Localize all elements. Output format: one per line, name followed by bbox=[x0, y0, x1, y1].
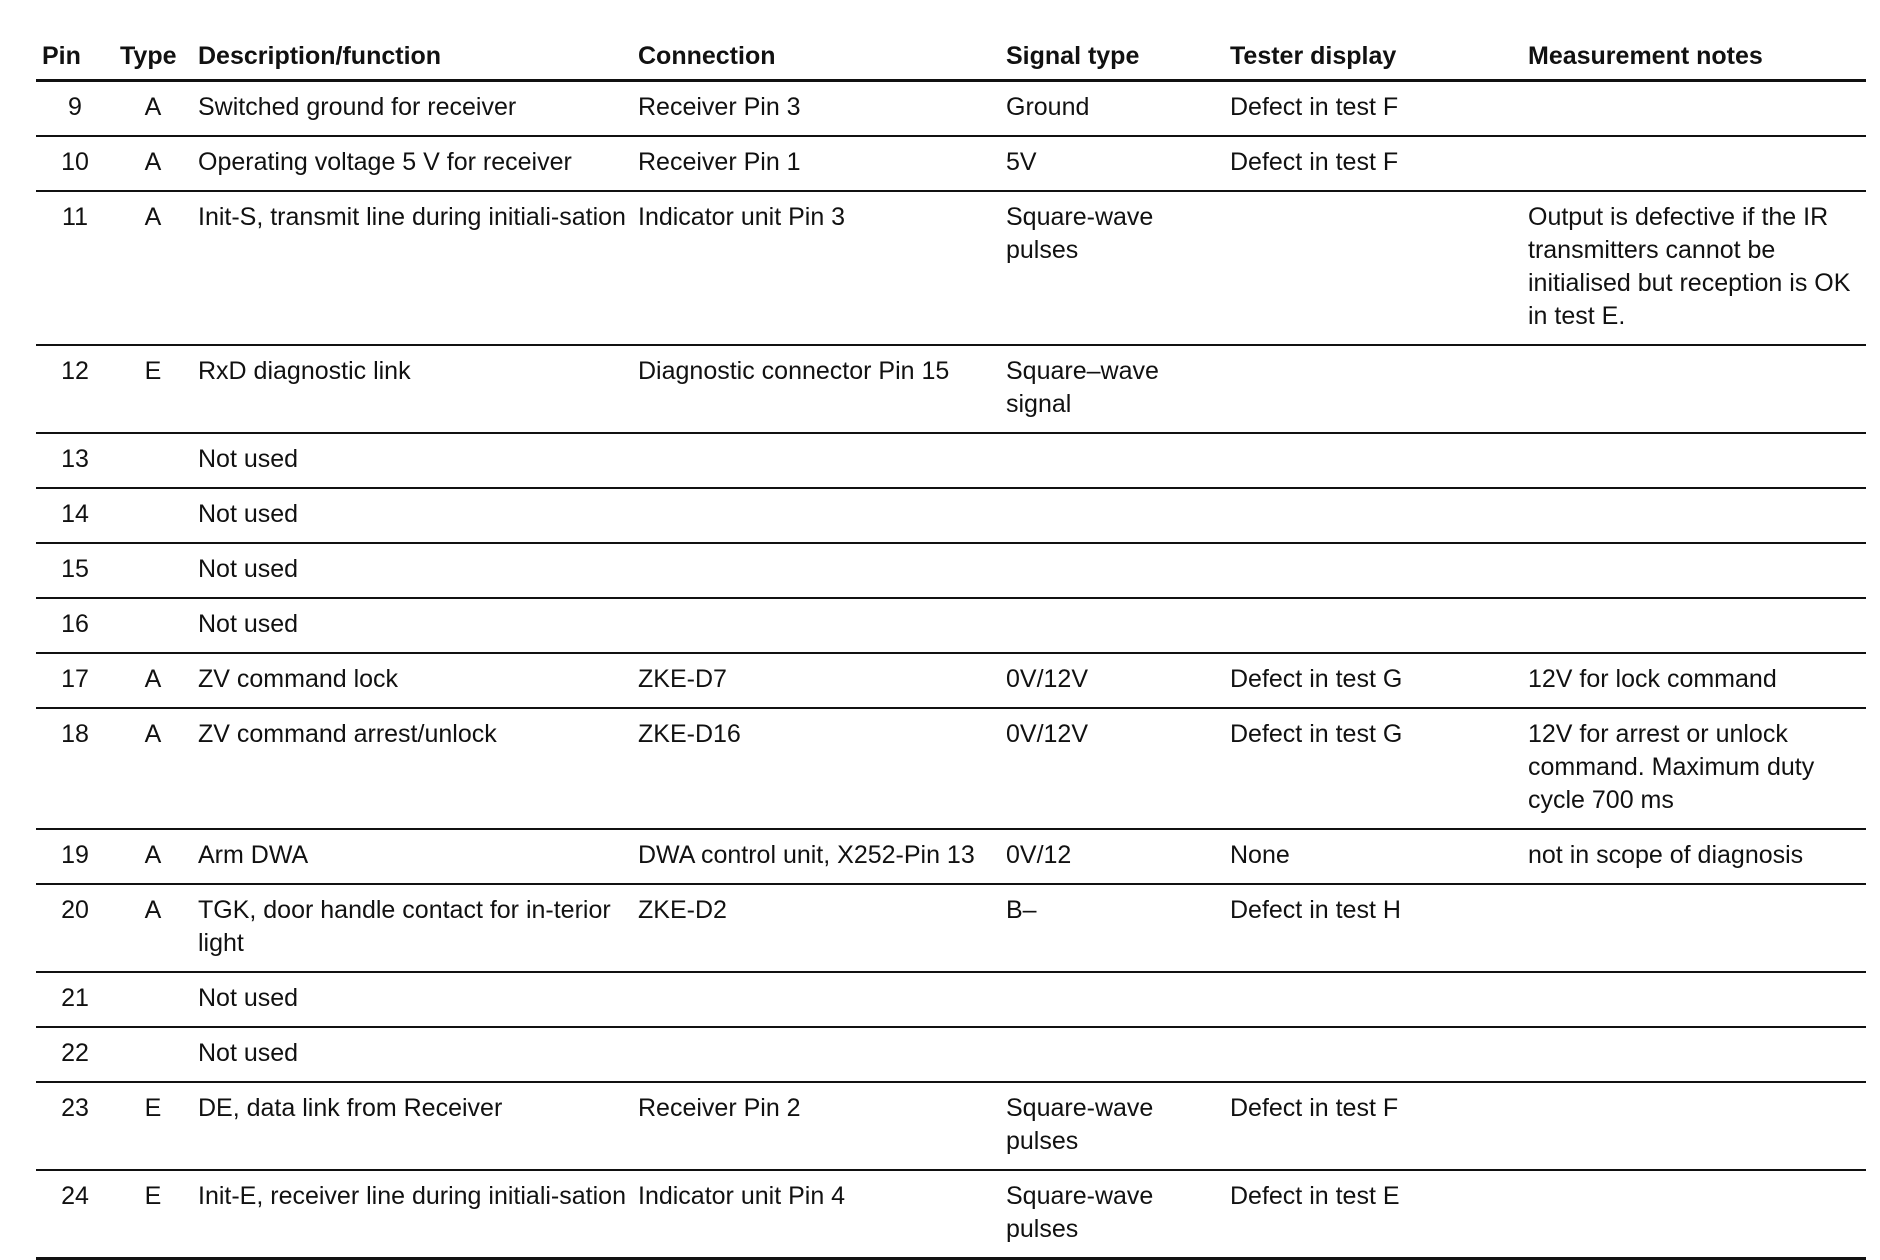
connection-cell bbox=[632, 1027, 1000, 1082]
pin-cell: 23 bbox=[36, 1082, 114, 1170]
description-cell: Not used bbox=[192, 433, 632, 488]
pin-cell: 20 bbox=[36, 884, 114, 972]
connection-cell: ZKE-D16 bbox=[632, 708, 1000, 829]
description-cell: Init-E, receiver line during initiali-sation bbox=[192, 1170, 632, 1259]
header-type: Type bbox=[114, 36, 192, 81]
table-row bbox=[36, 1170, 1866, 1259]
table-header bbox=[36, 36, 1866, 81]
connection-cell: Indicator unit Pin 4 bbox=[632, 1170, 1000, 1259]
pin-cell: 11 bbox=[36, 191, 114, 345]
description-cell: Not used bbox=[192, 598, 632, 653]
table-row bbox=[36, 433, 1866, 488]
signal-type-cell bbox=[1000, 972, 1224, 1027]
tester-display-cell bbox=[1224, 345, 1522, 433]
table-body bbox=[36, 81, 1866, 1259]
pin-cell: 19 bbox=[36, 829, 114, 884]
signal-type-cell: Square-wave pulses bbox=[1000, 191, 1224, 345]
tester-display-cell: Defect in test H bbox=[1224, 884, 1522, 972]
pin-cell: 10 bbox=[36, 136, 114, 191]
pin-cell: 13 bbox=[36, 433, 114, 488]
connection-cell: Diagnostic connector Pin 15 bbox=[632, 345, 1000, 433]
measurement-notes-cell bbox=[1522, 345, 1866, 433]
tester-display-cell bbox=[1224, 598, 1522, 653]
tester-display-cell bbox=[1224, 543, 1522, 598]
measurement-notes-cell: not in scope of diagnosis bbox=[1522, 829, 1866, 884]
tester-display-cell bbox=[1224, 191, 1522, 345]
measurement-notes-cell bbox=[1522, 598, 1866, 653]
tester-display-cell: Defect in test E bbox=[1224, 1170, 1522, 1259]
type-cell: A bbox=[114, 708, 192, 829]
table-row bbox=[36, 136, 1866, 191]
measurement-notes-cell: 12V for lock command bbox=[1522, 653, 1866, 708]
type-cell bbox=[114, 488, 192, 543]
signal-type-cell: Ground bbox=[1000, 81, 1224, 137]
table-row bbox=[36, 829, 1866, 884]
tester-display-cell bbox=[1224, 488, 1522, 543]
table-row bbox=[36, 191, 1866, 345]
pin-cell: 15 bbox=[36, 543, 114, 598]
pin-cell: 16 bbox=[36, 598, 114, 653]
table-row bbox=[36, 972, 1866, 1027]
pin-cell: 22 bbox=[36, 1027, 114, 1082]
header-row bbox=[36, 36, 1866, 81]
connection-cell: ZKE-D7 bbox=[632, 653, 1000, 708]
table-row bbox=[36, 543, 1866, 598]
type-cell: A bbox=[114, 136, 192, 191]
pin-cell: 17 bbox=[36, 653, 114, 708]
type-cell: A bbox=[114, 81, 192, 137]
signal-type-cell bbox=[1000, 1027, 1224, 1082]
type-cell bbox=[114, 433, 192, 488]
type-cell: A bbox=[114, 653, 192, 708]
type-cell: A bbox=[114, 884, 192, 972]
signal-type-cell bbox=[1000, 433, 1224, 488]
type-cell bbox=[114, 598, 192, 653]
type-cell: E bbox=[114, 1170, 192, 1259]
pin-cell: 21 bbox=[36, 972, 114, 1027]
signal-type-cell: B– bbox=[1000, 884, 1224, 972]
tester-display-cell: Defect in test F bbox=[1224, 136, 1522, 191]
type-cell bbox=[114, 972, 192, 1027]
table-row bbox=[36, 1027, 1866, 1082]
table-row bbox=[36, 81, 1866, 137]
measurement-notes-cell bbox=[1522, 972, 1866, 1027]
tester-display-cell bbox=[1224, 1027, 1522, 1082]
tester-display-cell: None bbox=[1224, 829, 1522, 884]
header-signal-type: Signal type bbox=[1000, 36, 1224, 81]
signal-type-cell bbox=[1000, 488, 1224, 543]
signal-type-cell: 0V/12V bbox=[1000, 708, 1224, 829]
table-row bbox=[36, 488, 1866, 543]
table-row bbox=[36, 708, 1866, 829]
type-cell bbox=[114, 1027, 192, 1082]
description-cell: ZV command arrest/unlock bbox=[192, 708, 632, 829]
signal-type-cell: 0V/12 bbox=[1000, 829, 1224, 884]
pin-cell: 24 bbox=[36, 1170, 114, 1259]
pin-cell: 9 bbox=[36, 81, 114, 137]
measurement-notes-cell bbox=[1522, 136, 1866, 191]
signal-type-cell bbox=[1000, 543, 1224, 598]
measurement-notes-cell bbox=[1522, 1082, 1866, 1170]
measurement-notes-cell: Output is defective if the IR transmitters cannot be initialised but reception is OK in test E. bbox=[1522, 191, 1866, 345]
measurement-notes-cell bbox=[1522, 543, 1866, 598]
signal-type-cell: 5V bbox=[1000, 136, 1224, 191]
header-tester-display: Tester display bbox=[1224, 36, 1522, 81]
table-row bbox=[36, 1082, 1866, 1170]
description-cell: Not used bbox=[192, 1027, 632, 1082]
signal-type-cell bbox=[1000, 598, 1224, 653]
pin-cell: 18 bbox=[36, 708, 114, 829]
measurement-notes-cell bbox=[1522, 1170, 1866, 1259]
description-cell: Not used bbox=[192, 543, 632, 598]
description-cell: ZV command lock bbox=[192, 653, 632, 708]
pin-cell: 14 bbox=[36, 488, 114, 543]
description-cell: RxD diagnostic link bbox=[192, 345, 632, 433]
pin-assignment-table bbox=[36, 36, 1866, 1260]
measurement-notes-cell bbox=[1522, 433, 1866, 488]
measurement-notes-cell bbox=[1522, 1027, 1866, 1082]
header-connection: Connection bbox=[632, 36, 1000, 81]
pin-assignment-sheet bbox=[36, 36, 1866, 1260]
connection-cell bbox=[632, 433, 1000, 488]
description-cell: Init-S, transmit line during initiali-sation bbox=[192, 191, 632, 345]
connection-cell bbox=[632, 598, 1000, 653]
description-cell: DE, data link from Receiver bbox=[192, 1082, 632, 1170]
type-cell: A bbox=[114, 191, 192, 345]
description-cell: Operating voltage 5 V for receiver bbox=[192, 136, 632, 191]
type-cell: E bbox=[114, 345, 192, 433]
connection-cell: Indicator unit Pin 3 bbox=[632, 191, 1000, 345]
table-row bbox=[36, 345, 1866, 433]
tester-display-cell: Defect in test G bbox=[1224, 708, 1522, 829]
tester-display-cell: Defect in test G bbox=[1224, 653, 1522, 708]
description-cell: Switched ground for receiver bbox=[192, 81, 632, 137]
type-cell: A bbox=[114, 829, 192, 884]
signal-type-cell: Square–wave signal bbox=[1000, 345, 1224, 433]
table-row bbox=[36, 884, 1866, 972]
signal-type-cell: Square-wave pulses bbox=[1000, 1170, 1224, 1259]
description-cell: Arm DWA bbox=[192, 829, 632, 884]
measurement-notes-cell: 12V for arrest or unlock command. Maximum duty cycle 700 ms bbox=[1522, 708, 1866, 829]
tester-display-cell bbox=[1224, 433, 1522, 488]
tester-display-cell: Defect in test F bbox=[1224, 1082, 1522, 1170]
connection-cell: ZKE-D2 bbox=[632, 884, 1000, 972]
connection-cell: DWA control unit, X252-Pin 13 bbox=[632, 829, 1000, 884]
measurement-notes-cell bbox=[1522, 884, 1866, 972]
header-pin: Pin bbox=[36, 36, 114, 81]
measurement-notes-cell bbox=[1522, 488, 1866, 543]
pin-cell: 12 bbox=[36, 345, 114, 433]
signal-type-cell: 0V/12V bbox=[1000, 653, 1224, 708]
table-row bbox=[36, 653, 1866, 708]
connection-cell: Receiver Pin 3 bbox=[632, 81, 1000, 137]
header-description: Description/function bbox=[192, 36, 632, 81]
type-cell bbox=[114, 543, 192, 598]
measurement-notes-cell bbox=[1522, 81, 1866, 137]
connection-cell bbox=[632, 488, 1000, 543]
connection-cell: Receiver Pin 1 bbox=[632, 136, 1000, 191]
type-cell: E bbox=[114, 1082, 192, 1170]
connection-cell: Receiver Pin 2 bbox=[632, 1082, 1000, 1170]
signal-type-cell: Square-wave pulses bbox=[1000, 1082, 1224, 1170]
tester-display-cell: Defect in test F bbox=[1224, 81, 1522, 137]
description-cell: Not used bbox=[192, 972, 632, 1027]
table-row bbox=[36, 598, 1866, 653]
header-measurement-notes: Measurement notes bbox=[1522, 36, 1866, 81]
connection-cell bbox=[632, 543, 1000, 598]
connection-cell bbox=[632, 972, 1000, 1027]
tester-display-cell bbox=[1224, 972, 1522, 1027]
description-cell: TGK, door handle contact for in-terior light bbox=[192, 884, 632, 972]
description-cell: Not used bbox=[192, 488, 632, 543]
